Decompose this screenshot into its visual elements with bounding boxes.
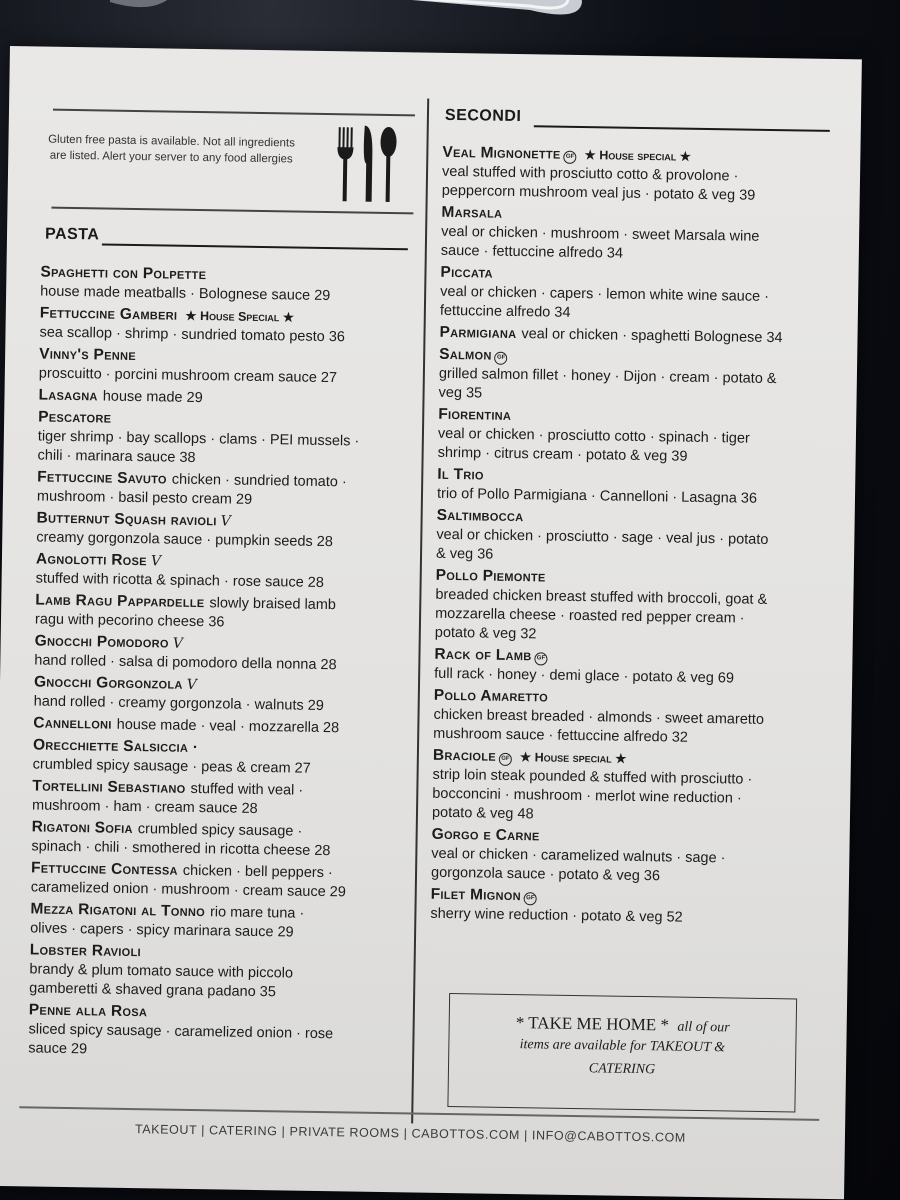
pasta-item-header: [33, 713, 355, 738]
pasta-item-name: Spaghetti con Polpette: [40, 263, 207, 284]
pasta-item-name: Vinny's Penne: [39, 345, 137, 365]
pasta-item: [29, 940, 351, 1003]
pasta-item-description: slowly braised lamb: [209, 595, 337, 614]
pasta-item-name: Butternut Squash ravioli: [36, 509, 217, 530]
takeout-box: [447, 993, 797, 1112]
menu-page: [0, 46, 862, 1199]
pasta-item-description: chili · marinara sauce 38: [37, 447, 196, 466]
secondi-item: [438, 405, 782, 468]
secondi-house-special-tag: ★ House special ★: [519, 750, 627, 766]
secondi-item-description: veal or chicken · prosciutto · sage · veal jus · potato: [436, 526, 769, 548]
pasta-item: [36, 508, 358, 552]
secondi-item-name: Marsala: [441, 203, 503, 222]
secondi-item: [437, 465, 781, 509]
secondi-house-special-tag: ★ House special ★: [584, 148, 692, 164]
secondi-item-name: Il Trio: [437, 465, 484, 484]
takeout-line-3: CATERING: [588, 1061, 656, 1078]
secondi-item-description: grilled salmon fillet · honey · Dijon · cream · potato &: [438, 365, 777, 388]
secondi-item: [434, 645, 778, 689]
pasta-item-description: crumbled spicy sausage ·: [137, 821, 303, 840]
secondi-item-name: Veal Mignonette: [442, 143, 561, 163]
header-rule-bottom: [51, 207, 413, 214]
takeout-line-2: items are available for TAKEOUT &: [519, 1037, 726, 1056]
pasta-item-name: Tortellini Sebastiano: [32, 777, 186, 797]
header-rule-top: [53, 109, 415, 116]
secondi-item-description: strip loin steak pounded & stuffed with prosciutto ·: [432, 766, 753, 788]
pasta-item: [37, 467, 359, 511]
pasta-section-title: PASTA: [44, 225, 100, 244]
secondi-item-description: sauce · fettuccine alfredo 34: [440, 242, 624, 262]
pasta-item-name: Fettuccine Savuto: [37, 468, 168, 488]
secondi-item-name: Braciole: [432, 746, 497, 765]
pasta-item-description: mushroom · ham · cream sauce 28: [31, 797, 258, 817]
allergy-note: Gluten free pasta is available. Not all ingredients are listed. Alert your server to any food allergies: [48, 133, 295, 165]
secondi-item: [441, 203, 785, 266]
secondi-item-description: full rack · honey · demi glace · potato & veg 69: [434, 665, 735, 687]
takeout-title-text: * TAKE ME HOME *: [515, 1013, 670, 1035]
secondi-item: [433, 686, 777, 749]
secondi-item-description: potato & veg 48: [431, 804, 534, 823]
secondi-item: [438, 345, 782, 408]
gluten-free-icon: GF: [499, 753, 512, 766]
pasta-item: [32, 776, 354, 820]
pasta-item-description: ragu with pecorino cheese 36: [34, 611, 225, 631]
secondi-item-description: breaded chicken breast stuffed with broccoli, goat &: [435, 586, 768, 608]
secondi-item-name: Saltimbocca: [436, 506, 524, 526]
secondi-title-rule: [534, 125, 830, 132]
pasta-item-description: caramelized onion · mushroom · cream sauce 29: [30, 879, 346, 901]
pasta-item-description: crumbled spicy sausage · peas & cream 27: [32, 756, 311, 777]
pasta-item-name: Gnocchi Gorgonzola: [33, 673, 183, 693]
pasta-item-description: house made 29: [102, 388, 203, 407]
vegetarian-icon: V: [186, 676, 197, 694]
pasta-house-special-tag: ★ House Special ★: [185, 308, 295, 325]
secondi-item-name: Parmigiana: [439, 323, 517, 342]
pasta-item-description: chicken · bell peppers ·: [182, 862, 333, 882]
pasta-title-rule: [102, 243, 408, 250]
pasta-item-description: tiger shrimp · bay scallops · clams · PEI mussels ·: [37, 428, 360, 450]
gluten-free-icon: GF: [563, 151, 576, 164]
secondi-item: [435, 566, 779, 648]
secondi-item: [439, 323, 782, 348]
secondi-item-header: [439, 323, 782, 348]
secondi-section-title: SECONDI: [444, 106, 522, 126]
pasta-item: [28, 1000, 350, 1063]
secondi-item-description: veg 35: [438, 384, 483, 402]
cutlery-icon: [330, 123, 403, 204]
secondi-item-description: veal stuffed with prosciutto cotto & provolone ·: [441, 163, 739, 185]
pasta-item: [31, 858, 353, 902]
pasta-item-name: Mezza Rigatoni al Tonno: [30, 900, 206, 921]
pasta-item-name: Penne alla Rosa: [28, 1001, 148, 1021]
secondi-item-description: trio of Pollo Parmigiana · Cannelloni · Lasagna 36: [436, 485, 758, 507]
pasta-item-description: gamberetti & shaved grana padano 35: [29, 980, 276, 1001]
pasta-item: [37, 407, 359, 470]
pasta-item-name: Pescatore: [38, 408, 112, 427]
secondi-item: [431, 825, 775, 888]
pasta-item-description: house made · veal · mozzarella 28: [116, 716, 340, 737]
takeout-title-tail: all of our: [677, 1019, 730, 1036]
pasta-item: [34, 631, 356, 675]
secondi-item-description: veal or chicken · capers · lemon white wine sauce ·: [440, 283, 770, 305]
secondi-item-description: mozzarella cheese · roasted red pepper cream ·: [435, 605, 745, 627]
secondi-item-name: Salmon: [439, 345, 492, 364]
secondi-item-description: shrimp · citrus cream · potato & veg 39: [437, 444, 688, 465]
pasta-item: [39, 304, 361, 348]
secondi-item-description: gorgonzola sauce · potato & veg 36: [430, 864, 661, 885]
pasta-item-name: Lobster Ravioli: [29, 941, 142, 961]
pasta-item-description: hand rolled · salsa di pomodoro della nonna 28: [34, 652, 337, 674]
secondi-item-name: Piccata: [440, 263, 493, 282]
secondi-item-description: sherry wine reduction · potato & veg 52: [430, 905, 683, 926]
pasta-item: [33, 735, 355, 779]
secondi-item: [436, 506, 780, 569]
secondi-item-name: Pollo Amaretto: [433, 686, 549, 706]
pasta-item: [35, 549, 357, 593]
secondi-item-description: potato & veg 32: [434, 624, 537, 643]
pasta-item: [40, 263, 362, 307]
secondi-item-description: fettuccine alfredo 34: [439, 302, 571, 321]
pasta-item: [30, 899, 352, 943]
gluten-free-icon: GF: [495, 352, 508, 365]
pasta-item-name: Gnocchi Pomodoro: [34, 632, 169, 652]
secondi-item: [430, 885, 774, 929]
pasta-item-description: stuffed with ricotta & spinach · rose sauce 28: [35, 570, 325, 591]
vegetarian-icon: V: [150, 553, 162, 570]
secondi-item: [432, 746, 776, 828]
secondi-item-name: Rack of Lamb: [434, 645, 532, 665]
secondi-item-description: bocconcini · mushroom · merlot wine reduction ·: [432, 785, 742, 807]
pasta-item-header: [38, 385, 360, 410]
secondi-list: [430, 143, 785, 931]
pasta-item-name: Lasagna: [38, 386, 98, 405]
pasta-item: [38, 385, 360, 410]
column-divider: [411, 99, 429, 1124]
secondi-item-name: Filet Mignon: [430, 885, 522, 905]
pasta-item-description: brandy & plum tomato sauce with piccolo: [29, 961, 294, 982]
secondi-item: [442, 143, 786, 206]
pasta-item-name: Rigatoni Sofia: [31, 818, 133, 838]
pasta-item: [34, 672, 356, 716]
pasta-item-description: creamy gorgonzola sauce · pumpkin seeds 28: [36, 529, 333, 551]
secondi-item-description: & veg 36: [435, 545, 494, 563]
pasta-item-description: mushroom · basil pesto cream 29: [36, 488, 253, 508]
secondi-item-name: Pollo Piemonte: [435, 566, 546, 586]
pasta-item-description: olives · capers · spicy marinara sauce 29: [30, 920, 294, 941]
secondi-item-name: Gorgo e Carne: [431, 825, 540, 845]
secondi-item-description: mushroom sauce · fettuccine alfredo 32: [433, 725, 689, 746]
secondi-item-name: Fiorentina: [438, 405, 512, 424]
pasta-item-description: house made meatballs · Bolognese sauce 29: [40, 283, 331, 305]
pasta-item-name: Orecchiette Salsiccia ·: [32, 736, 199, 757]
gluten-free-icon: GF: [534, 652, 547, 665]
secondi-item-description: veal or chicken · prosciutto cotto · spinach · tiger: [437, 425, 750, 447]
secondi-item-description: veal or chicken · mushroom · sweet Marsala wine: [441, 223, 760, 245]
secondi-item-description: peppercorn mushroom veal jus · potato & veg 39: [441, 182, 756, 204]
pasta-item-description: chicken · sundried tomato ·: [171, 471, 347, 491]
pasta-item-name: Fettuccine Contessa: [30, 859, 179, 879]
vegetarian-icon: V: [172, 635, 184, 652]
pasta-list: [28, 263, 362, 1066]
pasta-item-description: rio mare tuna ·: [209, 904, 305, 922]
secondi-item-description: chicken breast breaded · almonds · sweet amaretto: [433, 706, 765, 728]
pasta-item: [35, 590, 357, 634]
silverware-image: [110, 0, 590, 42]
pasta-item: [39, 344, 361, 388]
pasta-item-name: Agnolotti Rose: [35, 550, 148, 570]
pasta-item-description: sliced spicy sausage · caramelized onion · rose: [28, 1021, 334, 1043]
pasta-item-name: Cannelloni: [33, 714, 112, 733]
pasta-item-description: sea scallop · shrimp · sundried tomato pesto 36: [39, 324, 346, 346]
pasta-item-description: sauce 29: [28, 1040, 88, 1058]
gluten-free-icon: GF: [524, 892, 537, 905]
pasta-item-name: Lamb Ragu Pappardelle: [35, 591, 205, 612]
pasta-item-description: spinach · chili · smothered in ricotta cheese 28: [31, 838, 331, 860]
pasta-item: [33, 713, 355, 738]
footer-links: TAKEOUT | CATERING | PRIVATE ROOMS | CABOTTOS.COM | INFO@CABOTTOS.COM: [134, 1122, 686, 1145]
pasta-item-description: stuffed with veal ·: [190, 780, 304, 799]
secondi-item-description: veal or chicken · caramelized walnuts · sage ·: [431, 845, 726, 867]
secondi-item: [440, 263, 784, 326]
pasta-item-name: Fettuccine Gamberi: [39, 304, 178, 324]
vegetarian-icon: V: [220, 513, 231, 530]
secondi-item-description: veal or chicken · spaghetti Bolognese 34: [521, 326, 783, 347]
pasta-item: [31, 817, 353, 861]
pasta-item-description: hand rolled · creamy gorgonzola · walnuts 29: [33, 693, 324, 715]
pasta-item-description: proscuitto · porcini mushroom cream sauce 27: [38, 365, 338, 387]
